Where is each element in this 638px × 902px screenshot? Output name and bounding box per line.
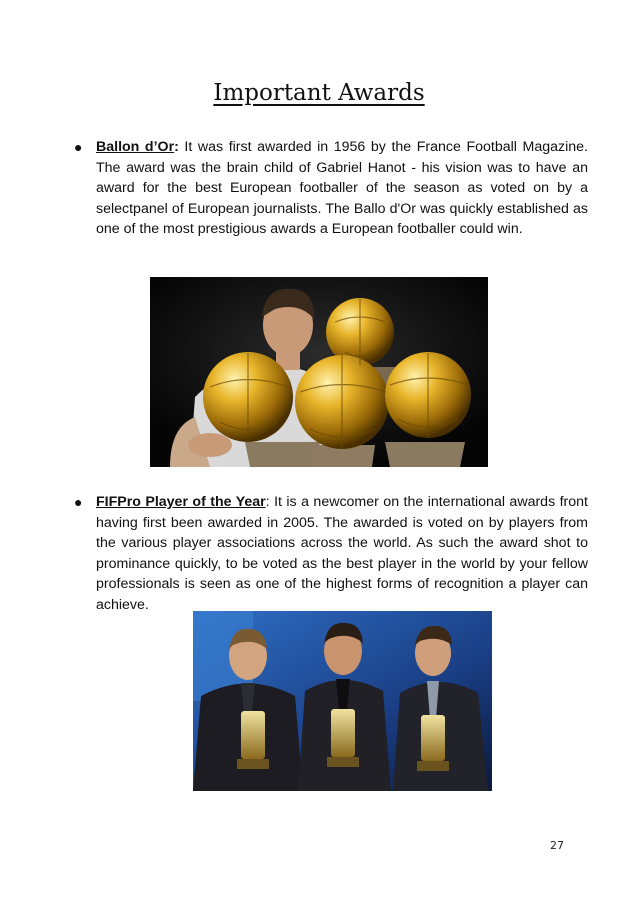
term-separator: : bbox=[265, 494, 270, 510]
page-title: Important Awards bbox=[213, 80, 425, 106]
bullet-icon: ● bbox=[74, 494, 83, 510]
award-item-ballon-dor bbox=[74, 137, 588, 240]
bullet-icon: ● bbox=[74, 139, 83, 155]
award-description: It was first awarded in 1956 by the France Football Magazine. The award was the brain child of Gabriel Hanot - his vision was to have an award for the best European footballer of the season as voted on by a selectpanel of European journalists. The Ballo d'Or was quickly established as one of the most prestigious awards a European footballer could win. bbox=[96, 139, 588, 237]
ballon-dor-trophies-image bbox=[150, 277, 488, 467]
fifpro-winners-photo bbox=[193, 611, 492, 791]
award-description: It is a newcomer on the international awards front having first been awarded in 2005. The awarded is voted on by players from the various player associations across the world. As such the award shot to prominance quickly, to be voted as the best player in the world by your fellow professionals is seen as one of the highest forms of recognition a player can achieve. bbox=[96, 494, 588, 613]
award-term: FIFPro Player of the Year bbox=[96, 494, 266, 510]
ballon-dor-trophies-photo bbox=[150, 277, 488, 467]
fifpro-winners-image bbox=[193, 611, 492, 791]
award-term: Ballon d’Or bbox=[96, 139, 175, 155]
term-separator: : bbox=[174, 139, 179, 155]
page-number: 27 bbox=[550, 839, 564, 852]
award-item-fifpro bbox=[74, 492, 588, 615]
